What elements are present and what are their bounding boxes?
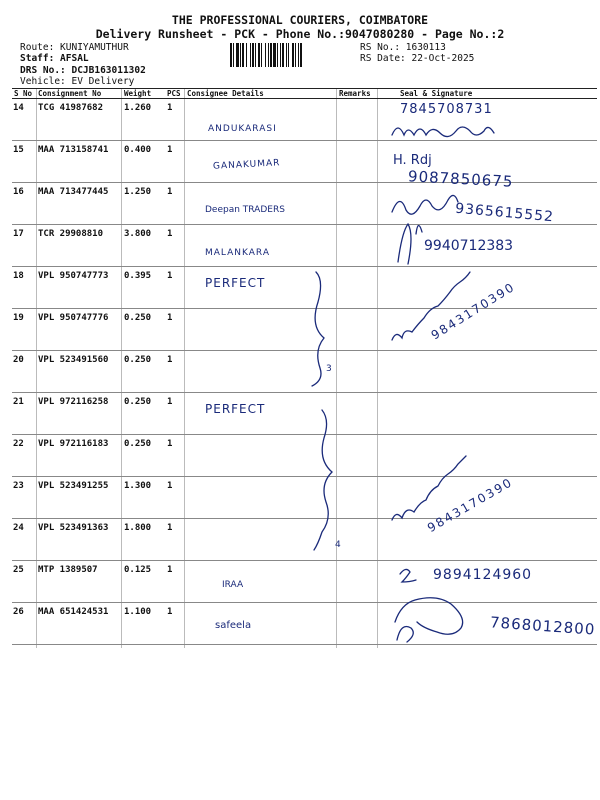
row-pcs: 1 xyxy=(165,477,185,519)
row-sno: 22 xyxy=(12,435,36,477)
hw-consignee-15: GANAKUMAR xyxy=(212,158,281,172)
row-remarks xyxy=(337,603,378,645)
row-remarks xyxy=(337,99,378,141)
row-pcs: 1 xyxy=(165,393,185,435)
row-weight: 0.250 xyxy=(122,351,165,393)
row-consignee xyxy=(185,309,337,351)
row-pcs: 1 xyxy=(165,351,185,393)
row-sno: 17 xyxy=(12,225,36,267)
row-pcs: 1 xyxy=(165,267,185,309)
row-sno: 21 xyxy=(12,393,36,435)
table-header xyxy=(12,89,597,99)
rs-number: RS No.: 1630113 xyxy=(360,42,446,53)
runsheet-subtitle: Delivery Runsheet - PCK - Phone No.:9047080280 - Page No.:2 xyxy=(95,27,505,41)
row-consignment: VPL 972116183 xyxy=(36,435,122,477)
col-consignment: Consignment No xyxy=(36,89,122,99)
hw-consignee-14: ANDUKARASI xyxy=(208,124,277,134)
row-weight: 1.260 xyxy=(122,99,165,141)
vehicle-label: Vehicle: EV Delivery xyxy=(20,76,135,87)
barcode xyxy=(230,43,355,67)
col-pcs: PCS xyxy=(165,89,185,99)
row-seal xyxy=(378,435,597,477)
hw-phone-25: 9894124960 xyxy=(433,567,533,583)
col-sno: S No xyxy=(12,89,36,99)
row-remarks xyxy=(337,267,378,309)
table-row xyxy=(12,435,597,477)
rs-date: RS Date: 22-Oct-2025 xyxy=(360,53,475,64)
hw-signature-15: H. Rdj xyxy=(393,153,432,168)
hw-consignee-17: MALANKARA xyxy=(205,248,270,258)
row-pcs: 1 xyxy=(165,183,185,225)
col-weight: Weight xyxy=(122,89,165,99)
row-consignee xyxy=(185,183,337,225)
row-pcs: 1 xyxy=(165,141,185,183)
row-consignment: MAA 713477445 xyxy=(36,183,122,225)
hw-consignee-21: PERFECT xyxy=(205,402,266,416)
row-weight: 1.100 xyxy=(122,603,165,645)
row-consignment: TCR 29908810 xyxy=(36,225,122,267)
row-seal xyxy=(378,309,597,351)
row-weight: 0.400 xyxy=(122,141,165,183)
table-row xyxy=(12,519,597,561)
row-consignment: VPL 523491363 xyxy=(36,519,122,561)
table-row xyxy=(12,99,597,141)
row-seal xyxy=(378,519,597,561)
row-sno: 14 xyxy=(12,99,36,141)
row-weight: 0.395 xyxy=(122,267,165,309)
row-sno: 15 xyxy=(12,141,36,183)
hw-bracket-count-2: 4 xyxy=(335,540,341,550)
row-consignment: VPL 523491560 xyxy=(36,351,122,393)
row-seal xyxy=(378,393,597,435)
row-weight: 0.250 xyxy=(122,393,165,435)
row-pcs: 1 xyxy=(165,309,185,351)
row-remarks xyxy=(337,225,378,267)
row-remarks xyxy=(337,351,378,393)
row-consignee xyxy=(185,603,337,645)
col-seal: Seal & Signature xyxy=(378,89,597,99)
row-sno: 25 xyxy=(12,561,36,603)
row-remarks xyxy=(337,561,378,603)
row-pcs: 1 xyxy=(165,561,185,603)
row-sno: 20 xyxy=(12,351,36,393)
hw-phone-16: 9365615552 xyxy=(454,200,555,226)
row-consignment: MTP 1389507 xyxy=(36,561,122,603)
row-weight: 0.250 xyxy=(122,435,165,477)
hw-phone-14: 7845708731 xyxy=(400,102,493,117)
row-consignee xyxy=(185,561,337,603)
row-sno: 24 xyxy=(12,519,36,561)
row-sno: 26 xyxy=(12,603,36,645)
row-consignment: TCG 41987682 xyxy=(36,99,122,141)
table-row xyxy=(12,393,597,435)
drs-number: DRS No.: DCJB163011302 xyxy=(20,65,146,76)
row-pcs: 1 xyxy=(165,99,185,141)
row-weight: 3.800 xyxy=(122,225,165,267)
row-consignment: MAA 713158741 xyxy=(36,141,122,183)
hw-consignee-16: Deepan TRADERS xyxy=(205,205,285,215)
hw-phone-22-24: 9843170390 xyxy=(424,474,516,536)
row-sno: 16 xyxy=(12,183,36,225)
row-weight: 1.300 xyxy=(122,477,165,519)
row-consignee xyxy=(185,351,337,393)
row-consignee xyxy=(185,519,337,561)
row-pcs: 1 xyxy=(165,603,185,645)
hw-bracket-count-1: 3 xyxy=(326,364,332,374)
table-row xyxy=(12,351,597,393)
hw-phone-17: 9940712383 xyxy=(424,238,514,254)
row-weight: 0.125 xyxy=(122,561,165,603)
row-consignment: VPL 523491255 xyxy=(36,477,122,519)
hw-consignee-26: safeela xyxy=(215,620,252,631)
staff-label: Staff: AFSAL xyxy=(20,53,89,64)
row-pcs: 1 xyxy=(165,225,185,267)
row-consignee xyxy=(185,99,337,141)
hw-consignee-25: IRAA xyxy=(222,580,244,590)
row-consignment: VPL 950747773 xyxy=(36,267,122,309)
row-remarks xyxy=(337,519,378,561)
hw-phone-26: 7868012800 xyxy=(489,613,596,639)
row-sno: 18 xyxy=(12,267,36,309)
route-label: Route: KUNIYAMUTHUR xyxy=(20,42,129,53)
row-consignment: VPL 950747776 xyxy=(36,309,122,351)
row-weight: 1.800 xyxy=(122,519,165,561)
row-remarks xyxy=(337,477,378,519)
row-consignee xyxy=(185,225,337,267)
row-sno: 23 xyxy=(12,477,36,519)
col-remarks: Remarks xyxy=(337,89,378,99)
row-pcs: 1 xyxy=(165,519,185,561)
row-remarks xyxy=(337,141,378,183)
row-consignee xyxy=(185,477,337,519)
row-consignment: VPL 972116258 xyxy=(36,393,122,435)
hw-consignee-18: PERFECT xyxy=(205,276,266,290)
row-remarks xyxy=(337,435,378,477)
row-pcs: 1 xyxy=(165,435,185,477)
row-sno: 19 xyxy=(12,309,36,351)
row-consignment: MAA 651424531 xyxy=(36,603,122,645)
row-remarks xyxy=(337,309,378,351)
row-remarks xyxy=(337,183,378,225)
row-weight: 1.250 xyxy=(122,183,165,225)
company-title: THE PROFESSIONAL COURIERS, COIMBATORE xyxy=(171,13,429,27)
row-consignee xyxy=(185,435,337,477)
hw-phone-18-20: 9843170390 xyxy=(428,279,518,343)
hw-phone-15: 9087850675 xyxy=(407,167,514,191)
row-seal xyxy=(378,351,597,393)
col-consignee: Consignee Details xyxy=(185,89,337,99)
row-remarks xyxy=(337,393,378,435)
row-weight: 0.250 xyxy=(122,309,165,351)
table-row xyxy=(12,309,597,351)
